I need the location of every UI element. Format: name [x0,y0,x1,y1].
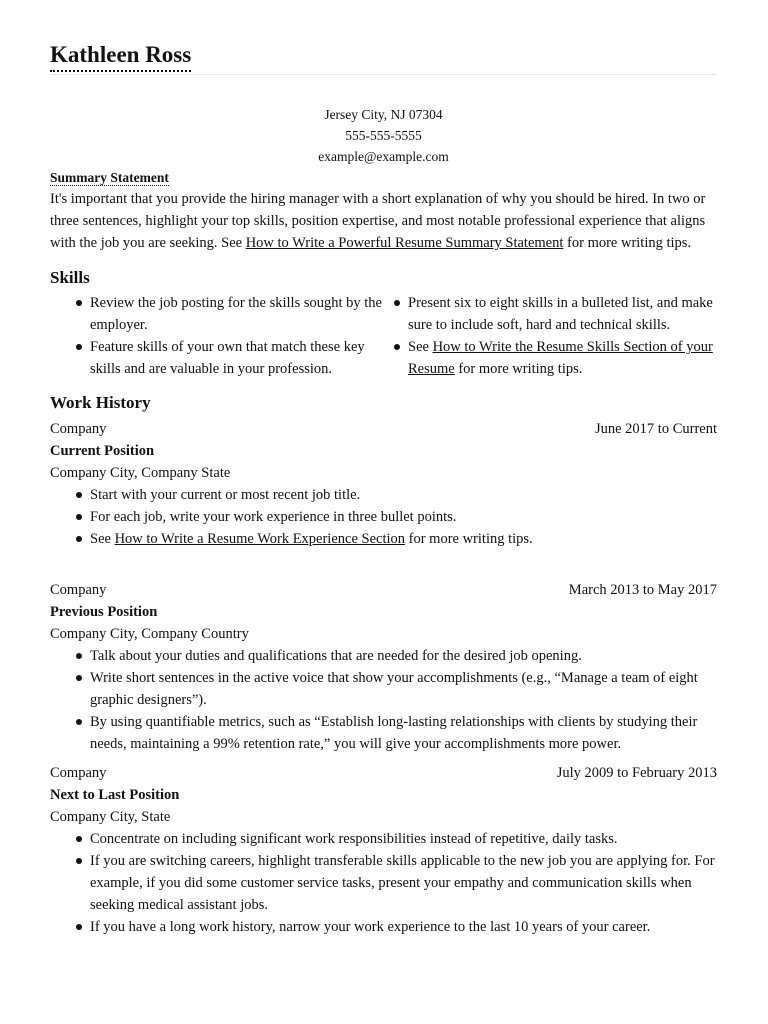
job-dates: March 2013 to May 2017 [568,582,717,598]
job-bullets [50,484,717,550]
skill-item-tail: for more writing tips. [454,361,583,377]
job-bullets [50,828,717,938]
skills-list [50,292,717,380]
skill-item [384,336,717,380]
job-location: Company City, Company State [50,465,231,481]
work-experience-guide-link[interactable]: How to Write a Resume Work Experience Section [114,531,406,547]
skill-item-text: See [408,339,433,355]
work-history-heading: Work History [50,393,151,412]
job-bullet: Talk about your duties and qualifications that are needed for the desired job opening. [50,645,717,667]
job-bullet: For each job, write your work experience in three bullet points. [50,506,717,528]
job-bullet: If you are switching careers, highlight transferable skills applicable to the new job you are applying for. For example, if you did some customer service tasks, present your empathy and communication skills when seeking medical assistant jobs. [50,850,717,916]
skill-item: Present six to eight skills in a bulleted list, and make sure to include soft, hard and technical skills. [384,292,717,336]
job-entry [50,579,717,755]
resume-page [50,40,717,938]
skills-heading: Skills [50,268,90,287]
name-divider [50,74,717,75]
job-bullet: Write short sentences in the active voice that show your accomplishments (e.g., “Manage a team of eight graphic designers”). [50,667,717,711]
summary-text-tail: for more writing tips. [563,235,692,251]
job-company: Company [50,421,107,437]
job-title: Previous Position [50,604,158,620]
job-title: Next to Last Position [50,787,180,803]
job-dates: June 2017 to Current [594,421,717,437]
job-header-row [50,418,717,440]
job-company: Company [50,582,107,598]
job-title: Current Position [50,443,155,459]
job-bullet: If you have a long work history, narrow your work experience to the last 10 years of your career. [50,916,717,938]
summary-heading [50,168,717,188]
job-dates: July 2009 to February 2013 [556,765,717,781]
job-entry [50,762,717,938]
job-bullet: By using quantifiable metrics, such as “Establish long-lasting relationships with clients by studying their needs, maintaining a 99% retention rate,” you will give your accomplishments more power. [50,711,717,755]
skills-guide-link[interactable]: How to Write the Resume Skills Section of your Resume [408,339,713,377]
candidate-name: Kathleen Ross [50,40,191,72]
contact-block [50,104,717,167]
job-bullets [50,645,717,755]
skills-column-left [50,292,384,380]
summary-text-body: It's important that you provide the hiring manager with a short explanation of why you should be hired. In two or three sentences, highlight your top skills, position expertise, and most notable professional experience that aligns with the job you are seeking. See [50,191,706,251]
contact-phone: 555-555-5555 [345,128,422,143]
job-entry [50,418,717,550]
contact-address: Jersey City, NJ 07304 [324,107,443,122]
summary-text [50,188,717,254]
skill-item: Feature skills of your own that match these key skills and are valuable in your profession. [50,336,384,380]
summary-guide-link[interactable]: How to Write a Powerful Resume Summary Statement [245,235,564,251]
job-company: Company [50,765,107,781]
job-bullet-tail: for more writing tips. [405,531,533,547]
job-bullet: Concentrate on including significant work responsibilities instead of repetitive, daily tasks. [50,828,717,850]
contact-email: example@example.com [318,149,449,164]
job-header-row [50,762,717,784]
job-location: Company City, State [50,809,171,825]
summary-heading-text: Summary Statement [50,170,169,185]
job-bullet [50,528,717,550]
job-location: Company City, Company Country [50,626,249,642]
job-bullet-text: See [90,531,115,547]
job-bullet: Start with your current or most recent job title. [50,484,717,506]
skills-column-right [384,292,717,380]
job-header-row [50,579,717,601]
skill-item: Review the job posting for the skills sought by the employer. [50,292,384,336]
